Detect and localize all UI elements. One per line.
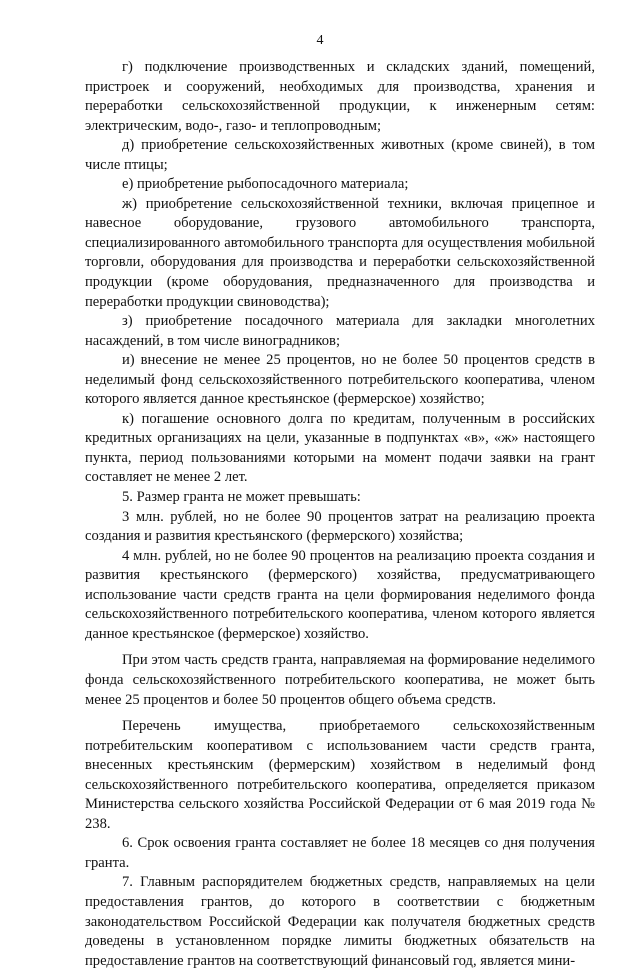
- section-5-heading: 5. Размер гранта не может превышать:: [122, 489, 361, 506]
- section-6: 6. Срок освоения гранта составляет не более 18 месяцев со дня получения гранта.: [85, 835, 595, 871]
- paragraph-i: и) внесение не менее 25 процентов, но не более 50 процентов средств в неделимый фонд сельскохозяйственного потребительского кооператива, членом которого является данное крестьянское (фермерское) хозяйство;: [85, 352, 595, 408]
- paragraph-g: г) подключение производственных и складских зданий, помещений, пристроек и сооружений, необходимых для производства, хранения и переработки сельскохозяйственной продукции, к инженерным сетям: электрическим, водо-, газо- и теплопроводным;: [85, 59, 595, 134]
- paragraph-e: е) приобретение рыбопосадочного материала;: [122, 176, 409, 193]
- paragraph-k: к) погашение основного долга по кредитам, полученным в российских кредитных организациях на цели, указанные в подпунктах «в», «ж» настоящего пункта, период пользованиями которыми на момент подачи заявки на грант составляет не менее 2 лет.: [85, 410, 595, 486]
- section-7: 7. Главным распорядителем бюджетных средств, направляемых на цели предоставления грантов, до которого в соответствии с бюджетным законодательством Российской Федерации как получателя бюджетных средств доведены в установленном порядке лимиты бюджетных обязательств на предоставление грантов на соответствующий финансовый год, является мини-: [85, 874, 595, 969]
- grant-limit-3mln: 3 млн. рублей, но не более 90 процентов затрат на реализацию проекта создания и развития крестьянского (фермерского) хозяйства;: [85, 508, 595, 545]
- paragraph-fund-share: При этом часть средств гранта, направляемая на формирование неделимого фонда сельскохозяйственного потребительского кооператива, не может быть менее 25 процентов и более 50 процентов общего объема средств.: [85, 652, 595, 708]
- paragraph-property-list: Перечень имущества, приобретаемого сельскохозяйственным потребительским кооперативом с использованием части средств гранта, внесенных крестьянским (фермерским) хозяйством в неделимый фонд сельскохозяйственного потребительского кооператива, определяется приказом Министерства сельского хозяйства Российской Федерации от 6 мая 2019 года № 238.: [85, 718, 595, 832]
- paragraph-z: з) приобретение посадочного материала для закладки многолетних насаждений, в том числе виноградников;: [85, 313, 595, 349]
- paragraph-d: д) приобретение сельскохозяйственных животных (кроме свиней), в том числе птицы;: [85, 137, 595, 173]
- document-body: [85, 58, 595, 971]
- grant-limit-4mln: 4 млн. рублей, но не более 90 процентов на реализацию проекта создания и развития крестьянского (фермерского) хозяйства, предусматривающего использование части средств гранта на цели формирования неделимого фонда сельскохозяйственного потребительского кооператива, членом которого является данное крестьянское (фермерское) хозяйство.: [85, 547, 595, 642]
- paragraph-zh: ж) приобретение сельскохозяйственной техники, включая прицепное и навесное оборудование, грузового автомобильного транспорта, специализированного автомобильного транспорта для осуществления мобильной торговли, оборудования для производства и переработки сельскохозяйственной продукции (кроме оборудования, предназначенного для производства и переработки продукции свиноводства);: [85, 195, 595, 310]
- page-number: 4: [316, 33, 324, 48]
